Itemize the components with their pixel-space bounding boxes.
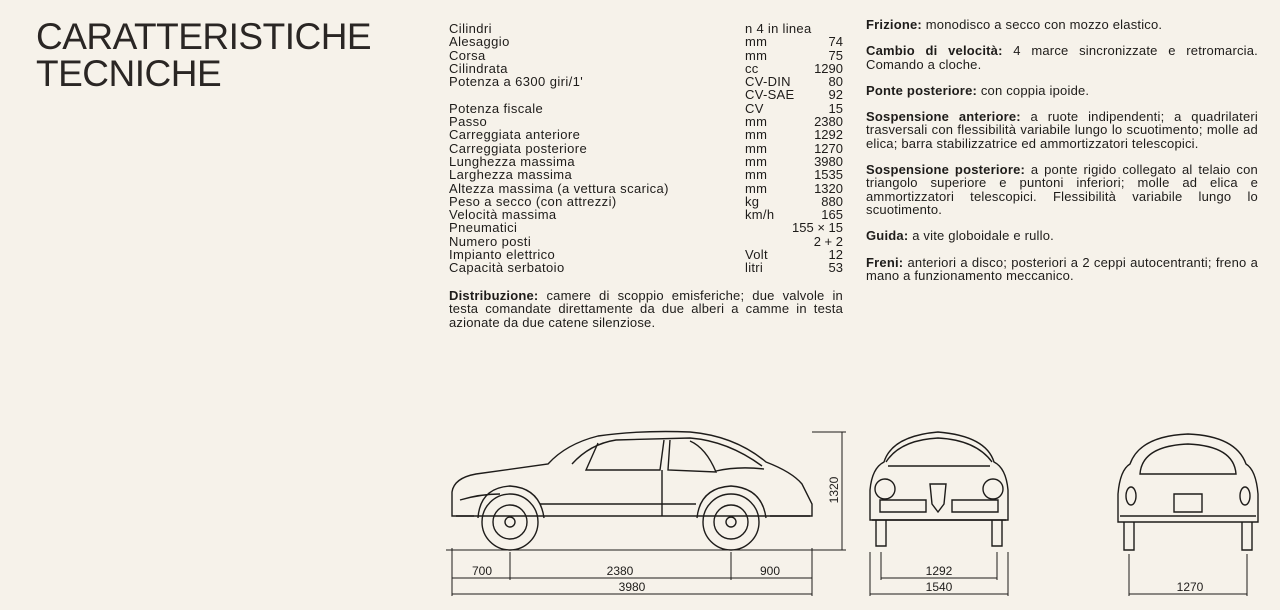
spec-unit: litri [745,260,764,276]
dim-front-overhang: 700 [471,564,493,578]
spec-unit: mm [745,34,768,50]
dim-width: 1540 [925,580,953,594]
spec-unit: km/h [745,207,775,223]
car-front-view [870,432,1008,546]
side-dimension-lines [446,432,846,596]
spec-unit: mm [745,140,768,156]
dim-front-track: 1292 [925,564,953,578]
spec-label: Lunghezza massima [449,153,576,169]
spec-value: 74 [828,34,843,50]
spec-unit: mm [745,127,768,143]
spec-unit: kg [745,193,760,209]
spec-label: Larghezza massima [449,167,573,183]
feature-heading: Sospensione posteriore: [866,162,1026,178]
feature-text: monodisco a secco con mozzo elastico. [925,17,1163,32]
spec-value: 80 [828,74,843,90]
dim-wheelbase: 2380 [606,564,634,578]
spec-value: 1535 [814,167,843,183]
spec-unit: Volt [745,247,768,263]
feature-text: 4 marce sincronizzate e retromarcia. Comando a cloche. [866,43,1258,72]
spec-unit: CV-SAE [745,87,795,103]
spec-unit: n 4 in linea [745,21,812,36]
spec-value: 1320 [814,180,843,196]
spec-value: 53 [828,260,843,276]
spec-unit: CV-DIN [745,74,791,90]
feature-heading: Freni: [866,254,904,270]
feature-text: con coppia ipoide. [980,82,1090,98]
spec-unit: CV [745,100,764,116]
spec-value: 1292 [814,127,843,143]
feature-text: a ponte rigido collegato al telaio con triangolo superiore e puntoni inferiori; molle ad elica e ammortizzatori telescopici. Flessibilità variabile lungo lo scuotimento. [866,162,1258,217]
spec-label: Carreggiata posteriore [449,140,588,156]
spec-label: Passo [449,114,488,130]
spec-label: Peso a secco (con attrezzi) [449,193,617,209]
dim-rear-track: 1270 [1176,580,1204,594]
spec-unit: mm [745,114,768,130]
spec-label: Impianto elettrico [449,247,556,263]
spec-unit: mm [745,180,768,196]
feature-text: a vite globoidale e rullo. [912,228,1054,244]
distribuzione-text: camere di scoppio emisferiche; due valvole in testa comandate direttamente da due alberi a camme in testa azionate da due catene silenziose. [449,288,843,330]
feature-heading: Guida: [866,228,909,244]
spec-value: 165 [821,207,843,223]
spec-value: 92 [828,87,843,103]
spec-value: 2 + 2 [813,233,843,249]
distribuzione-heading: Distribuzione: [449,288,539,303]
spec-unit: mm [745,47,768,63]
spec-value: 15 [828,100,843,116]
spec-label: Velocità massima [449,207,557,223]
spec-label: Potenza a 6300 giri/1' [449,74,584,90]
spec-label: Pneumatici [449,220,518,236]
spec-unit: cc [745,60,759,76]
car-side-view [452,432,812,551]
spec-value: 3980 [814,153,843,169]
spec-value: 1270 [814,140,843,156]
spec-value: 75 [828,47,843,63]
spec-label: Potenza fiscale [449,100,544,116]
feature-heading: Frizione: [866,17,922,32]
spec-unit: mm [745,167,768,183]
spec-label: Numero posti [449,233,532,249]
spec-value: 2380 [814,114,843,130]
feature-heading: Cambio di velocità: [866,43,1003,59]
dim-rear-overhang: 900 [759,564,781,578]
spec-value: 880 [821,193,843,209]
dim-length: 3980 [618,580,646,594]
dim-height: 1320 [827,476,841,504]
feature-text: a ruote indipendenti; a quadrilateri trasversali con flessibilità variabile lungo lo scuotimento; molle ad elica; barra stabilizzatrice ed ammortizzatori telescopici. [866,109,1259,151]
feature-heading: Sospensione anteriore: [866,109,1021,125]
feature-text: anteriori a disco; posteriori a 2 ceppi autocentranti; freno a mano a funzionamento meccanico. [866,254,1259,283]
title-line-1: CARATTERISTICHE [36,16,372,57]
spec-value: 155 × 15 [792,220,843,236]
spec-label: Capacità serbatoio [449,260,565,276]
spec-label: Cilindrata [449,60,508,76]
spec-unit: mm [745,153,768,169]
spec-label: Cilindri [449,21,492,36]
title-line-2: TECNICHE [36,53,222,94]
spec-label: Altezza massima (a vettura scarica) [449,180,669,196]
spec-value: 1290 [814,60,843,76]
feature-heading: Ponte posteriore: [866,82,978,98]
spec-label: Alesaggio [449,34,510,50]
spec-label: Corsa [449,47,486,63]
spec-label: Carreggiata anteriore [449,127,581,143]
spec-value: 12 [828,247,843,263]
car-rear-view [1118,434,1258,550]
